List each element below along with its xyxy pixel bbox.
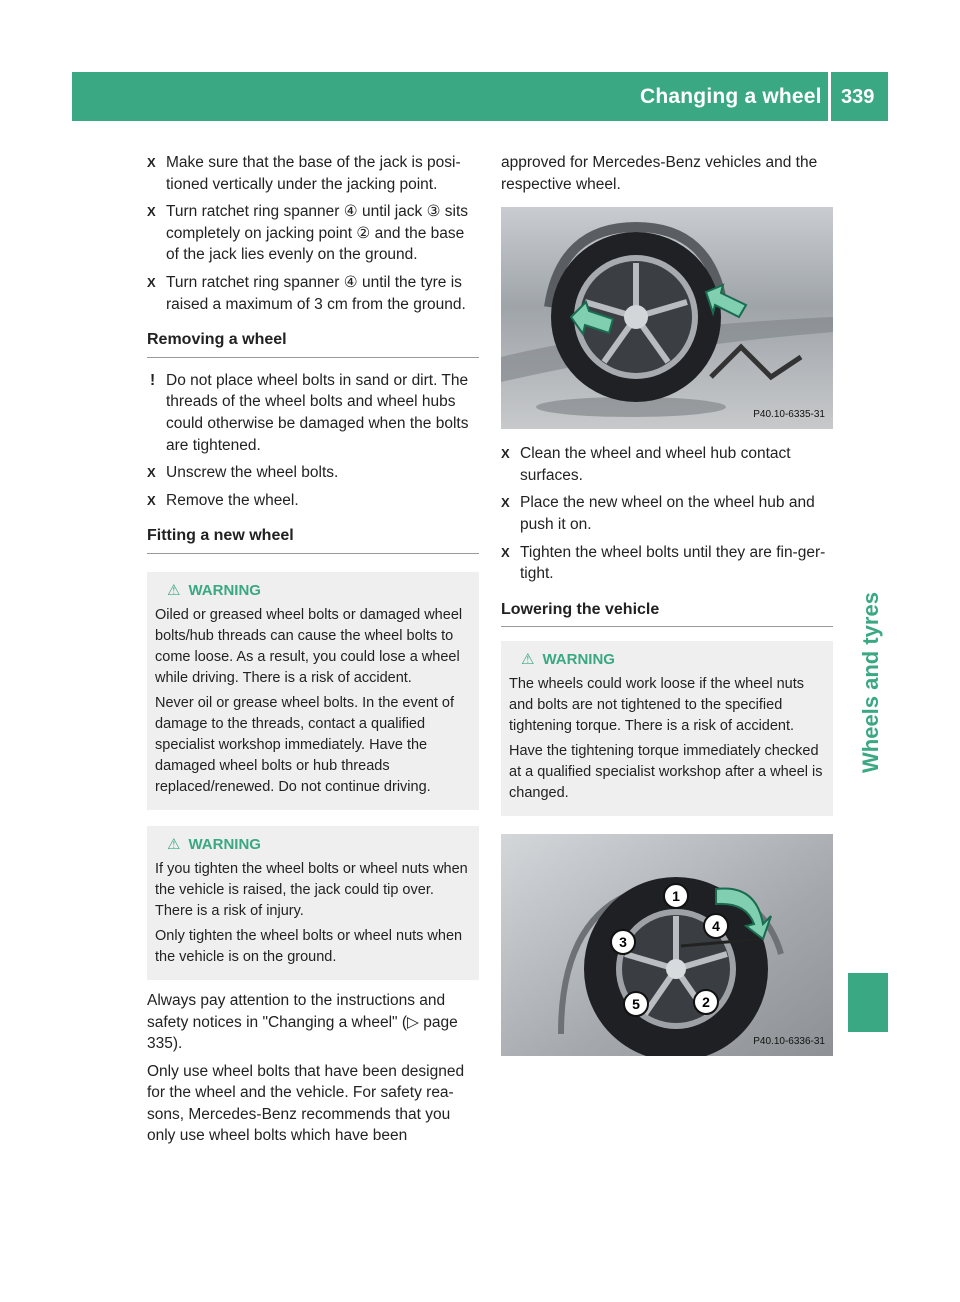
svg-text:2: 2	[702, 994, 710, 1011]
warning-triangle-icon: ⚠	[167, 835, 181, 853]
page-title: Changing a wheel	[640, 85, 822, 108]
bolt-sequence-illustration	[501, 834, 833, 1056]
step-marker-icon: X	[147, 274, 156, 290]
callout-4	[704, 914, 728, 938]
step-item: X Unscrew the wheel bolts.	[147, 462, 479, 484]
figure-code: P40.10-6335-31	[753, 408, 825, 420]
callout-3	[611, 930, 635, 954]
jack-illustration	[501, 207, 833, 429]
body-paragraph: Always pay attention to the instructions and safety notices in "Changing a wheel" (▷ page 335).	[147, 991, 458, 1053]
photo-jack-under-car	[501, 207, 833, 429]
warning-text: Only tighten the wheel bolts or wheel nuts when the vehicle is on the ground.	[155, 927, 463, 965]
warning-text: The wheels could work loose if the wheel nuts and bolts are not tightened to the specified tightening torque. There is a risk of accident.	[509, 676, 804, 735]
side-tab-label: Wheels and tyres	[858, 592, 883, 774]
heading-removing-wheel: Removing a wheel	[147, 329, 479, 358]
warning-label: WARNING	[542, 651, 615, 669]
svg-text:4: 4	[712, 918, 720, 935]
warning-text: Have the tightening torque immediately checked at a qualified specialist workshop after a wheel is changed.	[509, 743, 823, 802]
heading-lowering-vehicle: Lowering the vehicle	[501, 599, 833, 628]
step-marker-icon: X	[147, 465, 156, 481]
step-marker-icon: X	[147, 155, 156, 170]
warning-triangle-icon: ⚠	[521, 651, 535, 669]
step-item: X Turn ratchet ring spanner ④ until jack ③ sits completely on jacking point ② and the base of the jack lies evenly on the ground.	[147, 203, 469, 264]
warning-text: Oiled or greased wheel bolts or damaged wheel bolts/hub threads can cause the wheel bolts to come loose. As a result, you could lose a wheel while driving. There is a risk of accident.	[155, 606, 463, 686]
caution-note: ! Do not place wheel bolts in sand or dirt. The threads of the wheel bolts and wheel hubs could otherwise be damaged when the bolts are tightened.	[150, 371, 469, 454]
warning-box	[147, 826, 479, 980]
step-marker-icon: X	[501, 495, 510, 511]
step-marker-icon: X	[501, 446, 510, 462]
photo-wheel-bolt-sequence	[501, 834, 833, 1056]
callout-1	[664, 884, 688, 908]
svg-text:5: 5	[632, 996, 640, 1013]
step-item: X Tighten the wheel bolts until they are fin-ger-tight.	[501, 543, 826, 583]
step-marker-icon: X	[501, 544, 510, 560]
step-item: X Clean the wheel and wheel hub contact surfaces.	[501, 445, 791, 484]
warning-label: WARNING	[188, 581, 261, 599]
callout-5	[624, 992, 648, 1016]
step-item: X Remove the wheel.	[147, 490, 479, 512]
callout-2	[694, 990, 718, 1014]
warning-box	[501, 641, 833, 816]
heading-fitting-wheel: Fitting a new wheel	[147, 525, 479, 554]
warning-text: If you tighten the wheel bolts or wheel nuts when the vehicle is raised, the jack could tip over. There is a risk of injury.	[155, 860, 468, 919]
right-column	[501, 152, 833, 1056]
step-item: X Make sure that the base of the jack is posi-tioned vertically under the jacking point.	[147, 154, 461, 193]
warning-label: WARNING	[188, 835, 261, 853]
step-marker-icon: X	[147, 492, 156, 508]
side-tab-block	[848, 973, 888, 1032]
svg-text:3: 3	[619, 934, 627, 951]
page-number: 339	[841, 86, 875, 108]
body-paragraph: Only use wheel bolts that have been designed for the wheel and the vehicle. For safety rea-sons, Mercedes-Benz recommends that you only use wheel bolts which have been	[147, 1062, 465, 1145]
svg-text:1: 1	[672, 888, 680, 905]
body-paragraph: approved for Mercedes-Benz vehicles and the respective wheel.	[501, 154, 818, 193]
figure-code: P40.10-6336-31	[753, 1035, 825, 1047]
step-marker-icon: X	[147, 204, 156, 220]
step-item: X Place the new wheel on the wheel hub and push it on.	[501, 494, 815, 533]
left-column	[147, 152, 479, 1153]
step-item: X Turn ratchet ring spanner ④ until the tyre is raised a maximum of 3 cm from the ground.	[147, 273, 466, 313]
warning-triangle-icon: ⚠	[167, 581, 181, 599]
warning-box	[147, 572, 479, 810]
warning-text: Never oil or grease wheel bolts. In the event of damage to the threads, contact a qualified specialist workshop immediately. Have the damaged wheel bolts or hub threads replaced/renewed. Do not continue driving.	[155, 694, 455, 795]
header-separator	[828, 72, 831, 121]
exclamation-icon: !	[150, 371, 156, 389]
